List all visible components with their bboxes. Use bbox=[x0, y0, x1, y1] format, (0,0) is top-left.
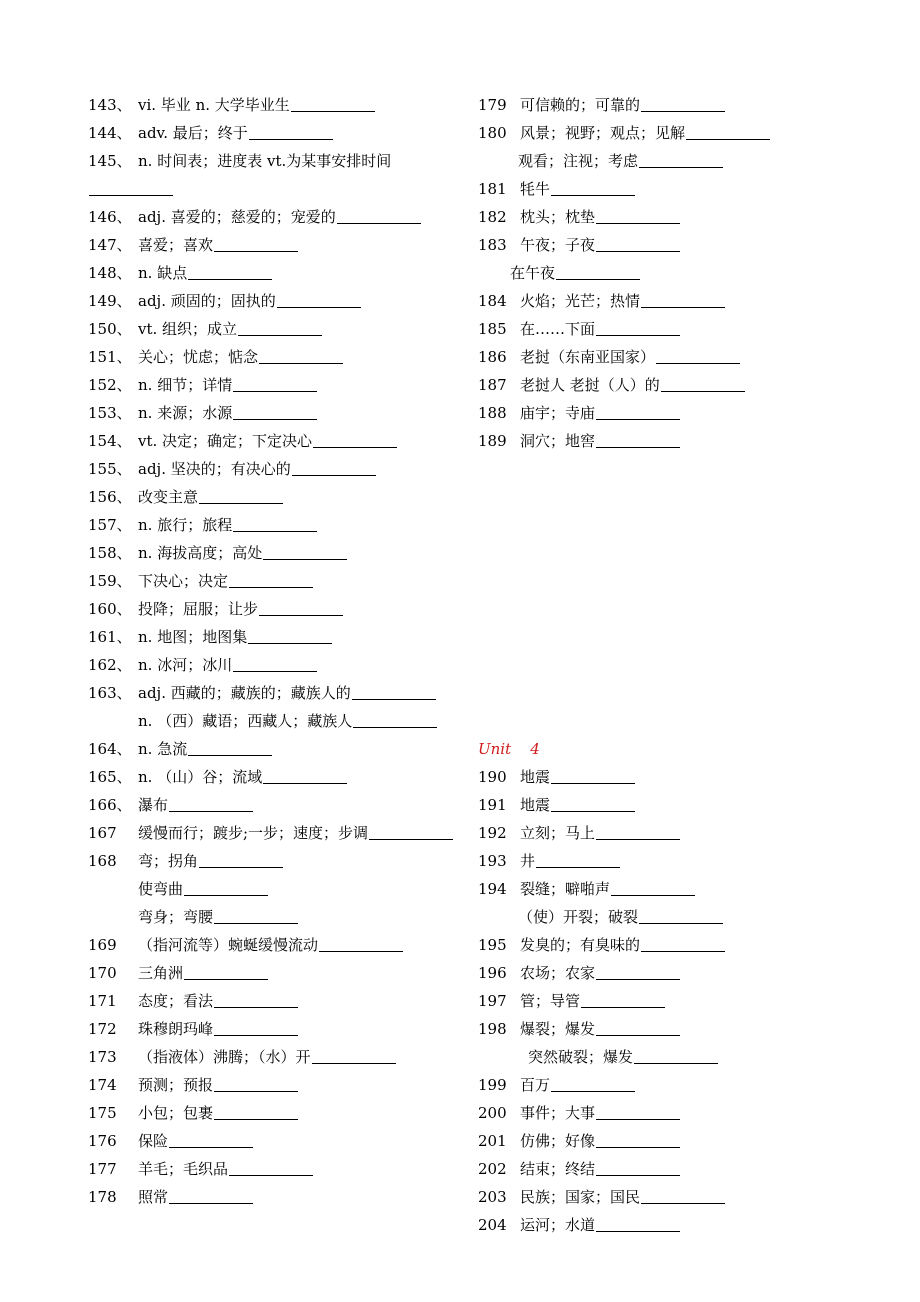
entry-number: 194 bbox=[478, 880, 507, 898]
answer-blank[interactable] bbox=[634, 1047, 718, 1064]
answer-blank[interactable] bbox=[188, 263, 272, 280]
vocab-entry bbox=[88, 1127, 468, 1155]
answer-blank[interactable] bbox=[596, 319, 680, 336]
entry-definition: 立刻；马上 bbox=[520, 824, 596, 842]
vocab-entry bbox=[478, 847, 898, 875]
answer-blank[interactable] bbox=[169, 1187, 253, 1204]
vocab-entry bbox=[478, 427, 898, 455]
answer-blank[interactable] bbox=[536, 851, 620, 868]
entry-number: 173 bbox=[88, 1048, 117, 1066]
entry-number: 147、 bbox=[88, 236, 132, 254]
entry-number: 177 bbox=[88, 1160, 117, 1178]
entry-number: 157、 bbox=[88, 516, 132, 534]
entry-definition: n. 地图；地图集 bbox=[138, 628, 248, 646]
vocab-entry bbox=[478, 987, 898, 1015]
answer-blank[interactable] bbox=[596, 235, 680, 252]
vocab-entry bbox=[478, 1127, 898, 1155]
vocab-entry bbox=[478, 119, 898, 147]
entry-number: 175 bbox=[88, 1104, 117, 1122]
entry-definition: 运河；水道 bbox=[520, 1216, 596, 1234]
entry-definition: n. 冰河；冰川 bbox=[138, 656, 233, 674]
vocab-entry bbox=[88, 287, 468, 315]
answer-blank[interactable] bbox=[551, 179, 635, 196]
entry-number: 172 bbox=[88, 1020, 117, 1038]
vocab-entry bbox=[478, 819, 898, 847]
entry-definition: adv. 最后；终于 bbox=[138, 124, 248, 142]
answer-blank[interactable] bbox=[184, 963, 268, 980]
entry-definition: n. 海拔高度；高处 bbox=[138, 544, 263, 562]
answer-blank[interactable] bbox=[214, 1019, 298, 1036]
entry-number: 204 bbox=[478, 1216, 507, 1234]
entry-definition: n. 时间表；进度表 vt.为某事安排时间 bbox=[138, 152, 392, 170]
answer-blank[interactable] bbox=[656, 347, 740, 364]
answer-blank[interactable] bbox=[184, 879, 268, 896]
answer-blank[interactable] bbox=[277, 291, 361, 308]
entry-definition: 百万 bbox=[520, 1076, 551, 1094]
entry-definition: vt. 组织；成立 bbox=[138, 320, 238, 338]
entry-number: 166、 bbox=[88, 796, 132, 814]
vocab-entry bbox=[478, 231, 898, 259]
answer-blank[interactable] bbox=[596, 1215, 680, 1232]
entry-number: 145、 bbox=[88, 152, 132, 170]
answer-blank[interactable] bbox=[369, 823, 453, 840]
vocab-entry bbox=[88, 147, 468, 175]
entry-number: 168 bbox=[88, 852, 117, 870]
entry-number: 154、 bbox=[88, 432, 132, 450]
entry-definition: n. 急流 bbox=[138, 740, 188, 758]
entry-number: 144、 bbox=[88, 124, 132, 142]
entry-definition: 牦牛 bbox=[520, 180, 551, 198]
answer-blank[interactable] bbox=[233, 375, 317, 392]
answer-blank[interactable] bbox=[263, 767, 347, 784]
vocab-entry bbox=[88, 511, 468, 539]
entry-number: 203 bbox=[478, 1188, 507, 1206]
entry-definition: adj. 西藏的；藏族的；藏族人的 bbox=[138, 684, 351, 702]
entry-number: 143、 bbox=[88, 96, 132, 114]
vocab-entry bbox=[88, 455, 468, 483]
vocab-entry bbox=[88, 875, 468, 903]
entry-definition: n. （西）藏语；西藏人；藏族人 bbox=[138, 712, 353, 730]
entry-definition: 管；导管 bbox=[520, 992, 581, 1010]
answer-blank[interactable] bbox=[188, 739, 272, 756]
vocab-entry bbox=[478, 483, 898, 511]
entry-number: 148、 bbox=[88, 264, 132, 282]
entry-definition: 投降；屈服；让步 bbox=[138, 600, 259, 618]
entry-definition: n. （山）谷；流域 bbox=[138, 768, 263, 786]
vocab-entry bbox=[478, 259, 898, 287]
entry-definition: 羊毛；毛织品 bbox=[138, 1160, 229, 1178]
entry-number: 158、 bbox=[88, 544, 132, 562]
entry-number: 196 bbox=[478, 964, 507, 982]
answer-blank[interactable] bbox=[233, 403, 317, 420]
vocab-entry bbox=[478, 1099, 898, 1127]
vocab-entry bbox=[478, 595, 898, 623]
entry-number: 195 bbox=[478, 936, 507, 954]
answer-blank[interactable] bbox=[639, 907, 723, 924]
answer-blank[interactable] bbox=[233, 655, 317, 672]
vocab-entry bbox=[88, 679, 468, 707]
vocab-entry bbox=[88, 763, 468, 791]
vocab-entry bbox=[478, 455, 898, 483]
entry-definition: 观看；注视；考虑 bbox=[518, 152, 639, 170]
answer-blank[interactable] bbox=[199, 851, 283, 868]
answer-blank[interactable] bbox=[319, 935, 403, 952]
vocab-entry bbox=[88, 903, 468, 931]
entry-definition: 枕头；枕垫 bbox=[520, 208, 596, 226]
entry-definition: 火焰；光芒；热情 bbox=[520, 292, 641, 310]
entry-number: 188 bbox=[478, 404, 507, 422]
entry-number: 190 bbox=[478, 768, 507, 786]
vocab-entry bbox=[478, 203, 898, 231]
answer-blank[interactable] bbox=[249, 123, 333, 140]
answer-blank[interactable] bbox=[639, 151, 723, 168]
entry-number: 156、 bbox=[88, 488, 132, 506]
vocab-entry bbox=[478, 931, 898, 959]
answer-blank[interactable] bbox=[214, 907, 298, 924]
answer-blank[interactable] bbox=[641, 1187, 725, 1204]
entry-definition: 下决心；决定 bbox=[138, 572, 229, 590]
answer-blank[interactable] bbox=[169, 795, 253, 812]
entry-definition: 弯身；弯腰 bbox=[138, 908, 214, 926]
vocab-entry bbox=[478, 1015, 898, 1043]
vocab-entry bbox=[478, 959, 898, 987]
entry-definition: （指河流等）蜿蜒缓慢流动 bbox=[138, 936, 319, 954]
answer-blank[interactable] bbox=[641, 95, 725, 112]
answer-blank[interactable] bbox=[353, 711, 437, 728]
entry-definition: 井 bbox=[520, 852, 536, 870]
unit-heading-text: Unit 4 bbox=[478, 740, 540, 758]
answer-blank[interactable] bbox=[248, 627, 332, 644]
vocab-entry bbox=[88, 651, 468, 679]
entry-definition: adj. 顽固的；固执的 bbox=[138, 292, 276, 310]
vocab-entry bbox=[478, 511, 898, 539]
entry-number: 162、 bbox=[88, 656, 132, 674]
entry-number: 167 bbox=[88, 824, 117, 842]
vocab-entry bbox=[88, 595, 468, 623]
vocab-entry bbox=[88, 231, 468, 259]
entry-definition: 突然破裂；爆发 bbox=[528, 1048, 634, 1066]
answer-blank[interactable] bbox=[551, 767, 635, 784]
entry-number: 161、 bbox=[88, 628, 132, 646]
entry-definition: 三角洲 bbox=[138, 964, 184, 982]
vocab-entry bbox=[88, 847, 468, 875]
answer-blank[interactable] bbox=[641, 291, 725, 308]
vocab-entry bbox=[478, 371, 898, 399]
entry-number: 202 bbox=[478, 1160, 507, 1178]
vocab-entry bbox=[88, 1099, 468, 1127]
entry-number: 149、 bbox=[88, 292, 132, 310]
vocab-entry bbox=[88, 819, 468, 847]
entry-definition: 仿佛；好像 bbox=[520, 1132, 596, 1150]
entry-number: 199 bbox=[478, 1076, 507, 1094]
entry-definition: 结束；终结 bbox=[520, 1160, 596, 1178]
entry-definition: 保险 bbox=[138, 1132, 169, 1150]
vocab-entry bbox=[88, 1043, 468, 1071]
entry-number: 201 bbox=[478, 1132, 507, 1150]
entry-number: 181 bbox=[478, 180, 507, 198]
entry-definition: 事件；大事 bbox=[520, 1104, 596, 1122]
entry-definition: 使弯曲 bbox=[138, 880, 184, 898]
vocab-entry bbox=[88, 959, 468, 987]
vocab-entry bbox=[478, 1155, 898, 1183]
answer-blank[interactable] bbox=[259, 347, 343, 364]
vocab-entry bbox=[88, 371, 468, 399]
entry-number: 189 bbox=[478, 432, 507, 450]
entry-number: 165、 bbox=[88, 768, 132, 786]
entry-definition: 态度；看法 bbox=[138, 992, 214, 1010]
vocab-entry bbox=[478, 315, 898, 343]
vocab-entry bbox=[88, 343, 468, 371]
vocab-entry bbox=[478, 1211, 898, 1239]
vocab-entry bbox=[88, 987, 468, 1015]
entry-definition: 老挝人 老挝（人）的 bbox=[520, 376, 660, 394]
entry-number: 192 bbox=[478, 824, 507, 842]
answer-blank[interactable] bbox=[199, 487, 283, 504]
entry-number: 191 bbox=[478, 796, 507, 814]
vocab-entry bbox=[478, 1043, 898, 1071]
vocab-entry bbox=[88, 259, 468, 287]
right-column bbox=[478, 91, 898, 1239]
vocab-entry bbox=[478, 399, 898, 427]
entry-number: 155、 bbox=[88, 460, 132, 478]
answer-blank[interactable] bbox=[686, 123, 770, 140]
answer-blank[interactable] bbox=[551, 1075, 635, 1092]
vocab-entry bbox=[88, 315, 468, 343]
answer-blank[interactable] bbox=[596, 963, 680, 980]
entry-number: 183 bbox=[478, 236, 507, 254]
entry-number: 186 bbox=[478, 348, 507, 366]
vocab-entry bbox=[88, 91, 468, 119]
answer-blank[interactable] bbox=[313, 431, 397, 448]
entry-number: 174 bbox=[88, 1076, 117, 1094]
entry-definition: 弯；拐角 bbox=[138, 852, 199, 870]
vocab-entry bbox=[88, 203, 468, 231]
answer-blank[interactable] bbox=[292, 459, 376, 476]
entry-definition: （使）开裂；破裂 bbox=[518, 908, 639, 926]
answer-blank[interactable] bbox=[596, 1019, 680, 1036]
entry-definition: adj. 喜爱的；慈爱的；宠爱的 bbox=[138, 208, 336, 226]
entry-definition: 爆裂；爆发 bbox=[520, 1020, 596, 1038]
answer-blank[interactable] bbox=[611, 879, 695, 896]
vocab-entry bbox=[478, 707, 898, 735]
answer-blank[interactable] bbox=[551, 795, 635, 812]
vocab-entry bbox=[88, 483, 468, 511]
entry-definition: 老挝（东南亚国家） bbox=[520, 348, 656, 366]
answer-blank[interactable] bbox=[263, 543, 347, 560]
entry-definition: 关心；忧虑；惦念 bbox=[138, 348, 259, 366]
entry-definition: n. 缺点 bbox=[138, 264, 188, 282]
answer-blank[interactable] bbox=[238, 319, 322, 336]
vocab-entry bbox=[478, 679, 898, 707]
vocab-entry bbox=[88, 791, 468, 819]
entry-number: 160、 bbox=[88, 600, 132, 618]
entry-number: 153、 bbox=[88, 404, 132, 422]
vocab-entry bbox=[478, 147, 898, 175]
entry-number: 193 bbox=[478, 852, 507, 870]
entry-definition: 改变主意 bbox=[138, 488, 199, 506]
entry-number: 179 bbox=[478, 96, 507, 114]
answer-blank[interactable] bbox=[233, 515, 317, 532]
entry-number: 198 bbox=[478, 1020, 507, 1038]
answer-blank[interactable] bbox=[596, 1103, 680, 1120]
vocab-entry bbox=[88, 1071, 468, 1099]
entry-number: 146、 bbox=[88, 208, 132, 226]
entry-definition: 庙宇；寺庙 bbox=[520, 404, 596, 422]
answer-blank[interactable] bbox=[337, 207, 421, 224]
vocab-entry bbox=[88, 623, 468, 651]
entry-number: 176 bbox=[88, 1132, 117, 1150]
entry-number: 200 bbox=[478, 1104, 507, 1122]
answer-blank[interactable] bbox=[214, 1075, 298, 1092]
answer-blank[interactable] bbox=[596, 431, 680, 448]
entry-number: 184 bbox=[478, 292, 507, 310]
entry-number: 197 bbox=[478, 992, 507, 1010]
entry-number: 169 bbox=[88, 936, 117, 954]
entry-definition: n. 来源；水源 bbox=[138, 404, 233, 422]
left-column bbox=[88, 91, 468, 1211]
answer-blank[interactable] bbox=[641, 935, 725, 952]
entry-definition: 民族；国家；国民 bbox=[520, 1188, 641, 1206]
answer-blank[interactable] bbox=[661, 375, 745, 392]
vocab-entry bbox=[478, 1071, 898, 1099]
answer-blank[interactable] bbox=[229, 1159, 313, 1176]
entry-definition: 裂缝；噼啪声 bbox=[520, 880, 611, 898]
vocab-entry bbox=[478, 567, 898, 595]
vocab-entry bbox=[478, 91, 898, 119]
vocab-entry bbox=[478, 539, 898, 567]
entry-definition: 发臭的；有臭味的 bbox=[520, 936, 641, 954]
entry-definition: 在……下面 bbox=[520, 320, 596, 338]
vocab-entry bbox=[478, 651, 898, 679]
vocab-entry bbox=[88, 931, 468, 959]
vocab-entry bbox=[88, 1183, 468, 1211]
entry-definition: 地震 bbox=[520, 768, 551, 786]
vocab-entry bbox=[478, 175, 898, 203]
entry-definition: 在午夜 bbox=[510, 264, 556, 282]
vocab-entry bbox=[88, 119, 468, 147]
vocab-entry bbox=[88, 707, 468, 735]
vocab-entry bbox=[88, 399, 468, 427]
answer-blank[interactable] bbox=[596, 403, 680, 420]
entry-definition: 地震 bbox=[520, 796, 551, 814]
entry-definition: 珠穆朗玛峰 bbox=[138, 1020, 214, 1038]
vocab-entry bbox=[478, 791, 898, 819]
answer-blank[interactable] bbox=[214, 235, 298, 252]
vocab-entry bbox=[478, 903, 898, 931]
entry-definition: 风景；视野；观点；见解 bbox=[520, 124, 686, 142]
entry-definition: 农场；农家 bbox=[520, 964, 596, 982]
entry-definition: 预测；预报 bbox=[138, 1076, 214, 1094]
answer-blank[interactable] bbox=[312, 1047, 396, 1064]
answer-blank[interactable] bbox=[291, 95, 375, 112]
entry-number: 152、 bbox=[88, 376, 132, 394]
vocab-entry bbox=[88, 175, 468, 203]
entry-number: 150、 bbox=[88, 320, 132, 338]
vocab-entry bbox=[478, 623, 898, 651]
entry-number: 151、 bbox=[88, 348, 132, 366]
vocab-entry bbox=[88, 539, 468, 567]
entry-definition: 喜爱；喜欢 bbox=[138, 236, 214, 254]
entry-definition: adj. 坚决的；有决心的 bbox=[138, 460, 291, 478]
entry-definition: 午夜；子夜 bbox=[520, 236, 596, 254]
answer-blank[interactable] bbox=[556, 263, 640, 280]
entry-definition: 可信赖的；可靠的 bbox=[520, 96, 641, 114]
entry-definition: n. 细节；详情 bbox=[138, 376, 233, 394]
vocab-entry bbox=[478, 875, 898, 903]
entry-definition: n. 旅行；旅程 bbox=[138, 516, 233, 534]
entry-number: 185 bbox=[478, 320, 507, 338]
entry-number: 170 bbox=[88, 964, 117, 982]
entry-number: 171 bbox=[88, 992, 117, 1010]
entry-definition: vi. 毕业 n. 大学毕业生 bbox=[138, 96, 290, 114]
answer-blank[interactable] bbox=[259, 599, 343, 616]
entry-number: 180 bbox=[478, 124, 507, 142]
vocab-entry bbox=[88, 735, 468, 763]
answer-blank[interactable] bbox=[89, 179, 173, 196]
answer-blank[interactable] bbox=[581, 991, 665, 1008]
entry-number: 178 bbox=[88, 1188, 117, 1206]
entry-definition: 小包；包裹 bbox=[138, 1104, 214, 1122]
entry-number: 164、 bbox=[88, 740, 132, 758]
entry-definition: 洞穴；地窖 bbox=[520, 432, 596, 450]
unit-heading bbox=[478, 735, 898, 763]
answer-blank[interactable] bbox=[596, 207, 680, 224]
vocab-entry bbox=[88, 1015, 468, 1043]
entry-definition: 照常 bbox=[138, 1188, 169, 1206]
entry-definition: vt. 决定；确定；下定决心 bbox=[138, 432, 313, 450]
vocab-entry bbox=[88, 427, 468, 455]
vocab-entry bbox=[88, 1155, 468, 1183]
entry-definition: 缓慢而行；踱步;一步；速度；步调 bbox=[138, 824, 369, 842]
vocab-entry bbox=[88, 567, 468, 595]
answer-blank[interactable] bbox=[229, 571, 313, 588]
answer-blank[interactable] bbox=[214, 991, 298, 1008]
entry-definition: 瀑布 bbox=[138, 796, 169, 814]
answer-blank[interactable] bbox=[169, 1131, 253, 1148]
entry-number: 163、 bbox=[88, 684, 132, 702]
answer-blank[interactable] bbox=[352, 683, 436, 700]
answer-blank[interactable] bbox=[214, 1103, 298, 1120]
answer-blank[interactable] bbox=[596, 1159, 680, 1176]
vocab-entry bbox=[478, 1183, 898, 1211]
vocab-entry bbox=[478, 763, 898, 791]
entry-definition: （指液体）沸腾；（水）开 bbox=[138, 1048, 311, 1066]
entry-number: 159、 bbox=[88, 572, 132, 590]
entry-number: 182 bbox=[478, 208, 507, 226]
vocab-entry bbox=[478, 287, 898, 315]
answer-blank[interactable] bbox=[596, 1131, 680, 1148]
entry-number: 187 bbox=[478, 376, 507, 394]
answer-blank[interactable] bbox=[596, 823, 680, 840]
vocab-entry bbox=[478, 343, 898, 371]
